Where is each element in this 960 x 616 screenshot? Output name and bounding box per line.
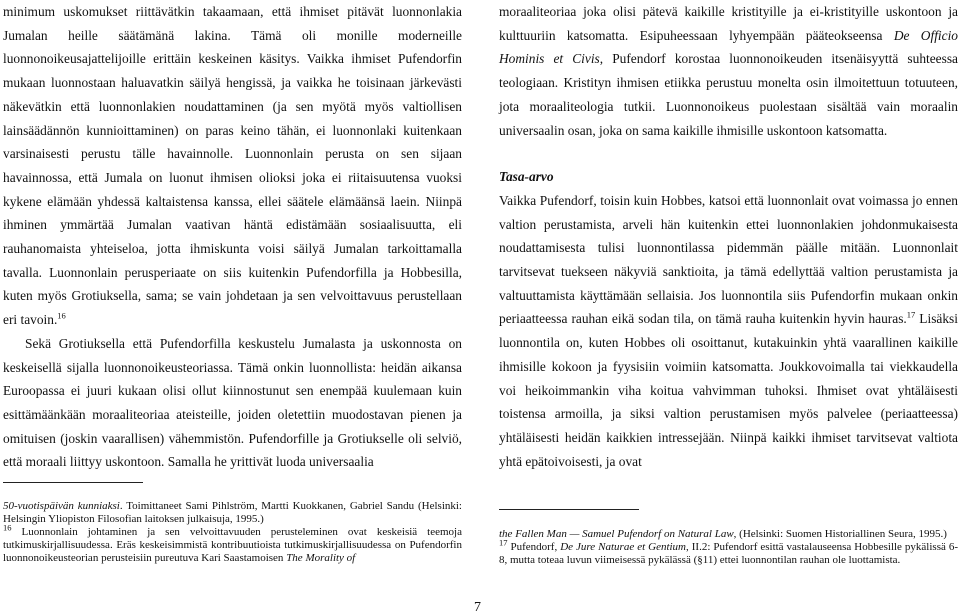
right-column bbox=[499, 0, 958, 473]
right-paragraph-1-text-a: moraaliteoriaa joka olisi pätevä kaikille kristityille ja ei-kristityille uskontoon ja kulttuuriin katsomatta. Esipuheessaan lyhyempään pääteokseensa bbox=[499, 4, 958, 43]
left-paragraph-1 bbox=[3, 0, 462, 332]
footnote-16-number: 16 bbox=[3, 522, 12, 533]
right-paragraph-1-text-b: , Pufendorf korostaa luonnonoikeuden itsenäisyyttä suhteessa teologiaan. Kristityn ihmisen etiikka perustuu monelta osin ilmoitettuun totuuteen, jota moraaliteologia tutkii. Luonnonoikeus puolestaan sisältää vain moraalin universaalin osan, joka on sama kaikille ihmisille uskontoon katsomatta. bbox=[499, 51, 958, 138]
work-title-de-officio: De Officio Hominis et Civis bbox=[499, 27, 958, 67]
footnote-17-text-b: , II.2: Pufendorf esittä vastalauseensa Hobbesille pykälissä 6-8, mutta toteaa luvun viimeisessä pykälässä (§11) ettei luonnontilan rauhan ole luottamista. bbox=[499, 541, 959, 566]
right-paragraph-1 bbox=[499, 0, 958, 142]
footnote-cont-text: . Toimittaneet Sami Pihlström, Martti Kuokkanen, Gabriel Sandu (Helsinki: Helsingin Yliopiston Filosofian laitoksen julkaisuja, 1995.) bbox=[3, 500, 462, 525]
footnote-17 bbox=[499, 537, 959, 567]
footnote-17-title: De Jure Naturae et Gentium bbox=[560, 541, 687, 553]
left-column bbox=[3, 0, 462, 474]
footnotes-left bbox=[3, 500, 462, 565]
left-paragraph-2: Sekä Grotiuksella että Pufendorfilla keskustelu Jumalasta ja uskonnosta on keskeisellä sijalla luonnonoikeusteoriassa. Tämä onkin luonnollista: heidän aikansa Euroopassa ei juuri kukaan olisi ollut kiinnostunut sen enempää kuulemaan kuin esittämäänkään moraaliteoriaa ateisteille, joiden oletettiin muodostavan pienen ja omituisen (joskin vaarallisen) vähemmistön. Pufendorfille ja Grotiukselle oli selviö, että moraali liittyy uskontoon. Samalla he yrittivät luoda universaalia bbox=[3, 335, 462, 470]
footnote-ref-16[interactable]: 16 bbox=[57, 310, 66, 321]
footnote-16 bbox=[3, 522, 462, 565]
footnote-cont-title: 50-vuotispäivän kunniaksi bbox=[3, 500, 120, 512]
footnote-ref-17[interactable]: 17 bbox=[906, 309, 916, 320]
footnote-divider-right bbox=[499, 509, 639, 510]
footnote-continuation-left bbox=[3, 500, 462, 526]
footnote-divider-left bbox=[3, 482, 143, 483]
right-paragraph-2 bbox=[499, 189, 958, 473]
footnote-16-text: Luonnonlain johtaminen ja sen velvoittavuuden perusteleminen ovat keskeisiä teemoja tutkimuskirjallisuudessa. Eräs keskeisimmistä kontribuutioista tutkimuskirjallisuudessa on Pufendorfin luonnonoikeusteorian perusteisiin pureutuva Kari Saastamoisen bbox=[3, 526, 462, 564]
footnote-continuation-right bbox=[499, 528, 958, 541]
footnote-17-number: 17 bbox=[499, 537, 508, 548]
right-paragraph-2-text-a: Vaikka Pufendorf, toisin kuin Hobbes, katsoi että luonnonlait ovat voimassa jo ennen valtion perustamista, arveli hän kuitenkin ettei luonnonlakien johdonmukaisesta noudattamisesta tulisi luonnontilassa pidemmän päälle mitään. Luonnonlait tarvitsevat tuekseen näkyviä sanktioita, ja tämä edellyttää valtion perustamista ja valtuuttamista käyttämään sellaisia. Jos luonnontila siis Pufendorfin mukaan onkin periaatteessa rauhan eikä sodan tila, on tämä rauha kuitenkin hyvin hauras. bbox=[499, 192, 958, 327]
footnote-cont-title-right: the Fallen Man — Samuel Pufendorf on Natural Law bbox=[499, 528, 734, 540]
footnotes-right bbox=[499, 528, 958, 567]
right-column-body bbox=[499, 0, 958, 142]
section-heading: Tasa-arvo bbox=[499, 169, 554, 185]
left-column-body bbox=[3, 0, 462, 474]
page-number: 7 bbox=[474, 600, 481, 615]
right-paragraph-2-text-b: Lisäksi luonnontila on, kuten Hobbes oli osoittanut, kutakuinkin yhtä vaarallinen kaikille ihmisille kokoon ja fyysisiin voimiin katsomatta. Joukkovoimalla tai viekkaudella voi heikoimmankin viha koitua vahvimman tuhoksi. Ihmiset ovat yhtäläisesti toistensa armoilla, ja siksi valtion perustamisen myös palvelee (periaatteessa) yhtäläisesti heidän kaikkien intressejään. Niinpä kaikki ihmiset tarvitsevat valtiota yhtä epätoivoisesti, ja ovat bbox=[499, 311, 958, 469]
footnote-16-title: The Morality of bbox=[286, 552, 356, 564]
footnote-cont-text-right: , (Helsinki: Suomen Historiallinen Seura, 1995.) bbox=[733, 528, 947, 540]
left-paragraph-1-text: minimum uskomukset riittävätkin takaamaan, että ihmiset pitävät luonnonlakia Jumalan heille säätämänä lakina. Tämä oli monille moderneille luonnonoikeusajattelijoille erittäin keskeinen käsitys. Vaikka ihmiset Pufendorfin mukaan luonnostaan haluavatkin säilyä hengissä, ja vaikka he toisinaan järkevästi näkevätkin että luonnonlakien noudattaminen (ja sen myötä myös valtiollisen lainsäädännön kunnioittaminen) on paras keino tähän, ei luonnonlaki kuitenkaan varsinaisesti perustu tälle havainnolle. Luonnonlain perusta on sen sijaan havainnossa, että Jumala on luonut ihmisen olioksi joka ei riitaisuutensa vuoksi kykene elämään yhdessä kaltaistensa kanssa, ellei säätele elämäänsä laein. Niinpä ihminen ymmärtää Jumalan vaativan häntä edistämään sosiaalisuutta, eli rauhanomaista yhteiseloa, jotta ihmiskunta voisi säilyä Jumalan tarkoittamalla tavalla. Luonnonlain perusperiaate on siis kuitenkin Pufendorfilla ja Hobbesilla, kuten myös Grotiuksella, sama; se vain johdetaan ja sen velvoittavuus perustellaan eri tavoin. bbox=[3, 4, 462, 328]
footnote-17-text-a: Pufendorf, bbox=[507, 541, 561, 553]
right-column-body-2 bbox=[499, 189, 958, 473]
